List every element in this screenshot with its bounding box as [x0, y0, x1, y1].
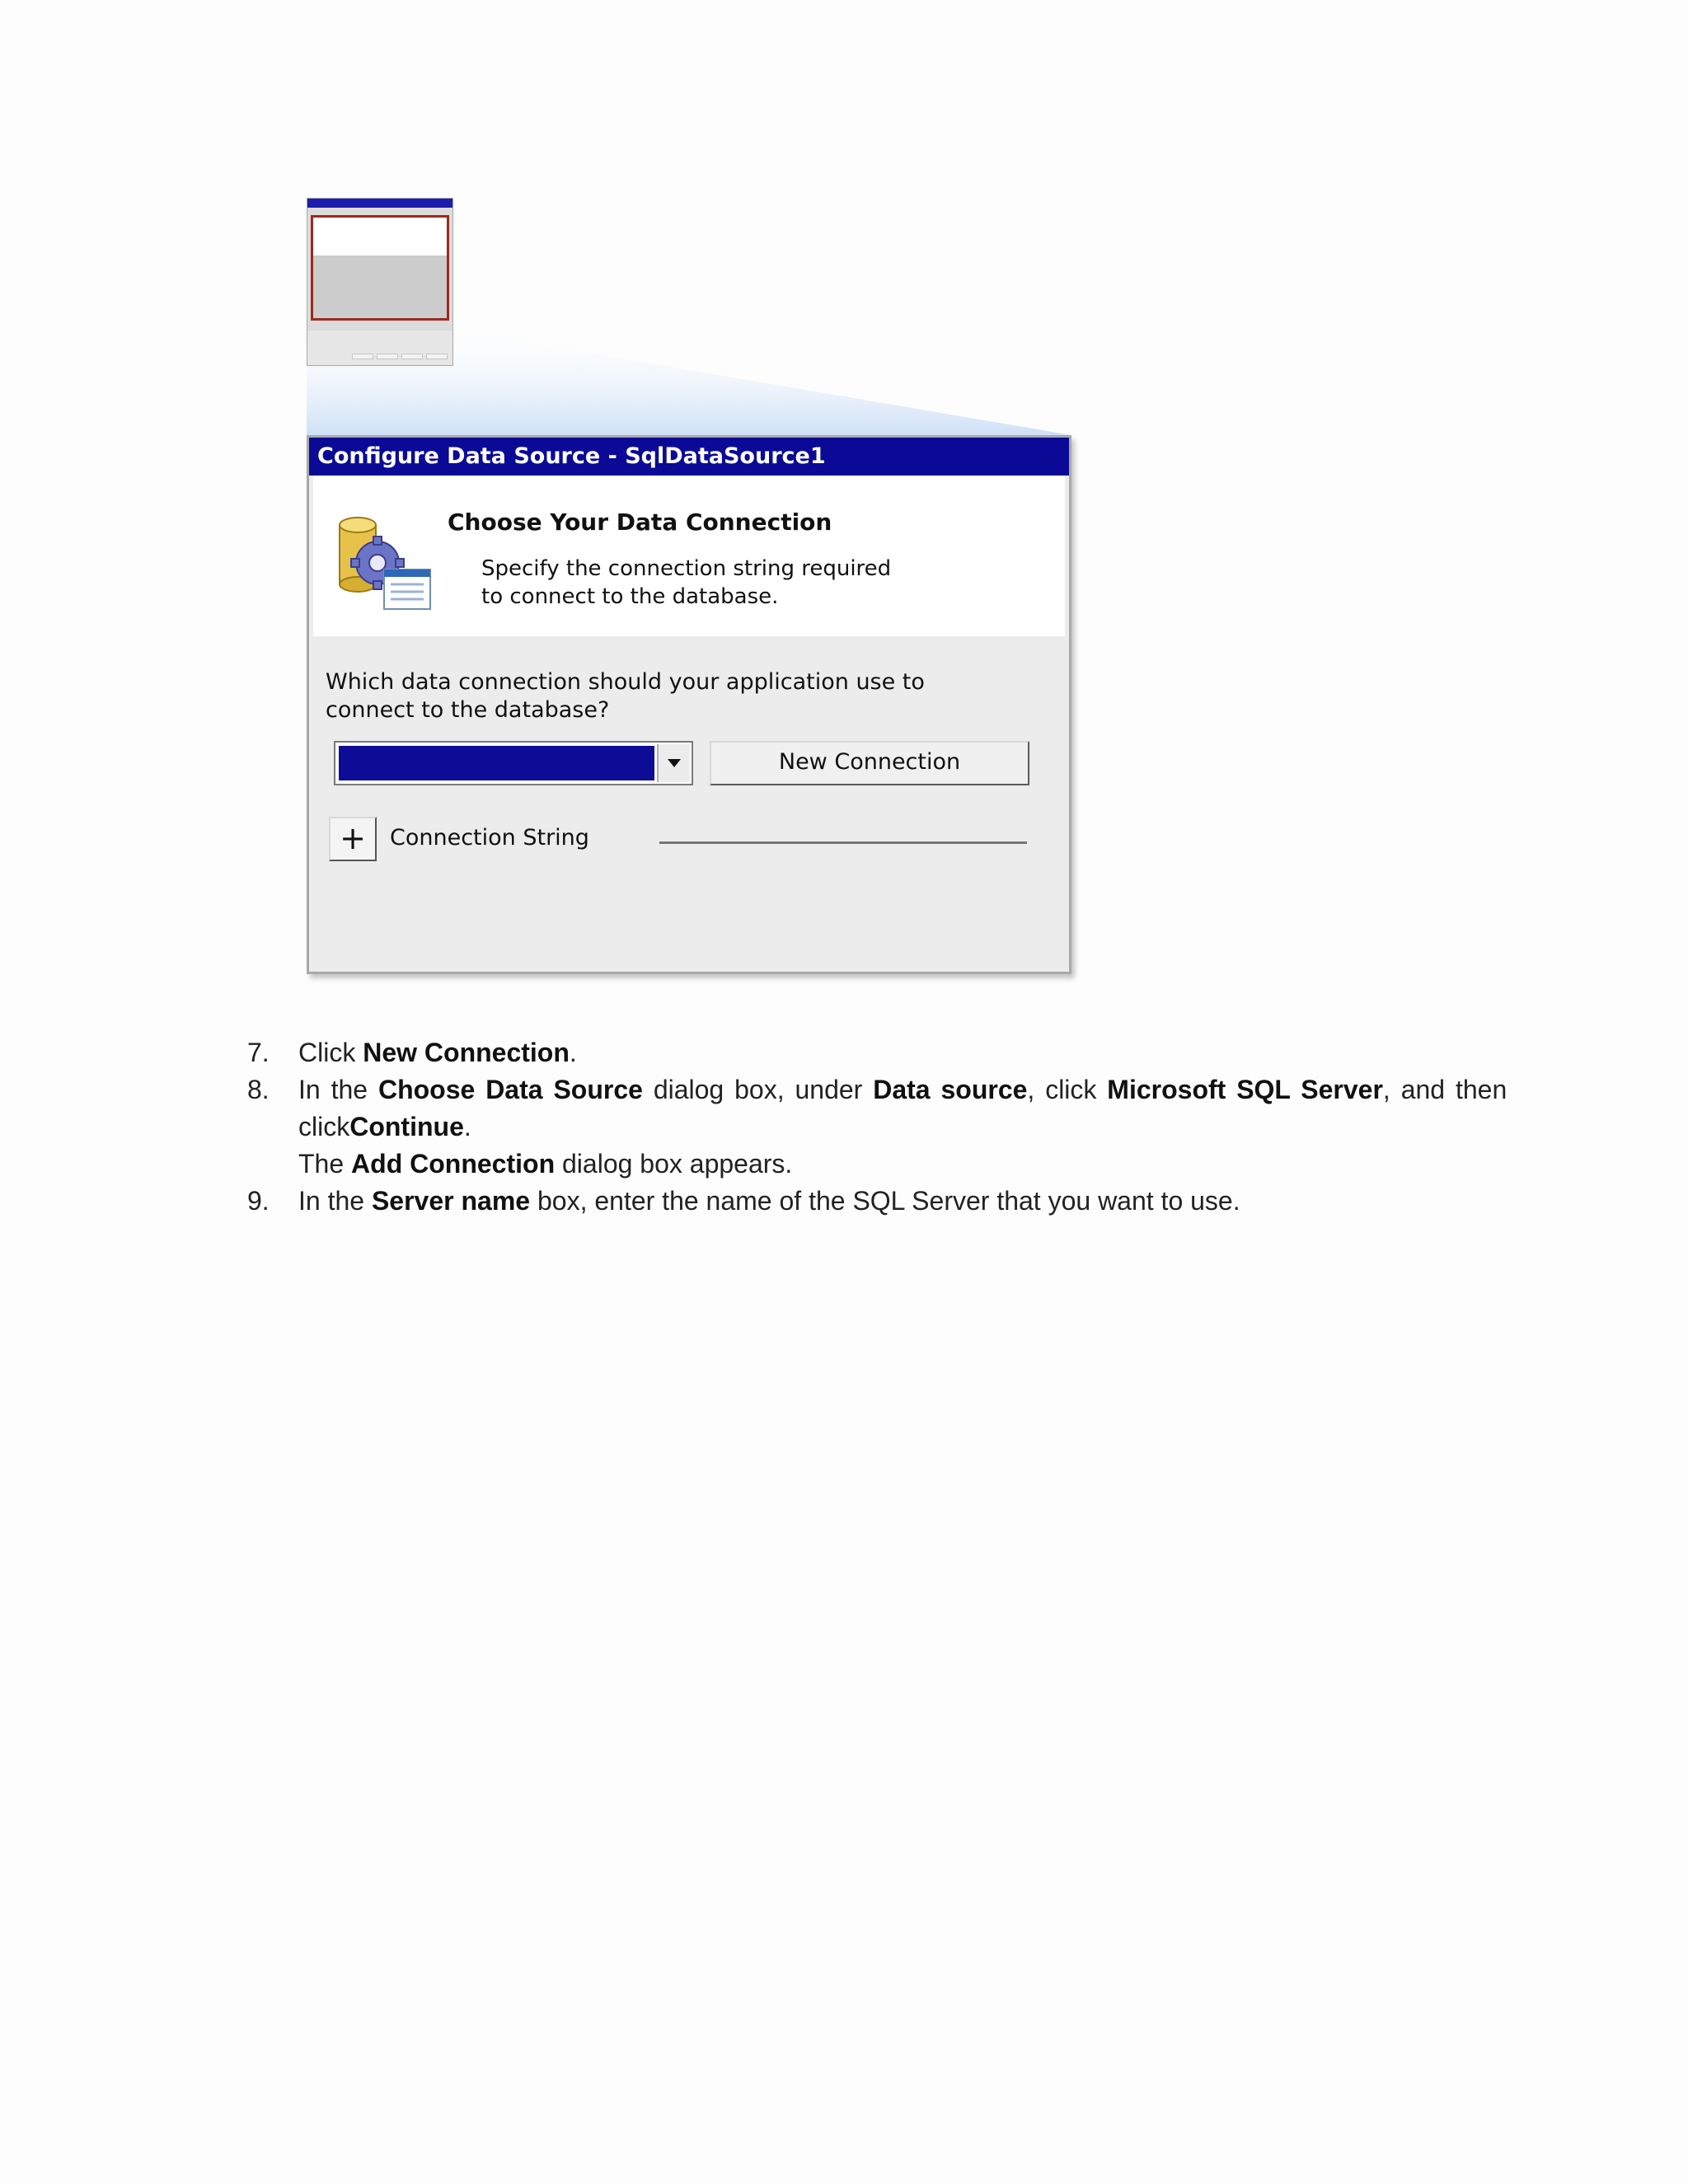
thumbnail-footer: [307, 330, 452, 365]
step-number: 9.: [247, 1186, 270, 1216]
dropdown-arrow-button[interactable]: [657, 744, 690, 782]
question-line: Which data connection should your application use to: [326, 669, 925, 695]
data-connection-dropdown[interactable]: [334, 741, 693, 785]
step-text-line: [298, 1112, 471, 1142]
step-text-line: [298, 1038, 577, 1068]
step-text-emphasis: Microsoft SQL Server: [1107, 1075, 1383, 1104]
step-text-emphasis: Continue: [349, 1112, 464, 1141]
step-text-line: [298, 1075, 1507, 1105]
dialog-thumbnail: [307, 198, 453, 366]
step-text: Click: [298, 1038, 363, 1067]
dialog-title: Configure Data Source - SqlDataSource1: [309, 438, 1069, 476]
new-connection-button[interactable]: New Connection: [710, 741, 1029, 785]
step-text: The: [298, 1149, 352, 1179]
step-text: In the: [298, 1186, 372, 1216]
step-text: dialog box, under: [642, 1075, 874, 1104]
database-config-icon: [336, 509, 435, 614]
step-text-line: [298, 1149, 792, 1179]
thumbnail-header-area: [313, 218, 447, 255]
header-title: Choose Your Data Connection: [448, 509, 832, 536]
step-text: box, enter the name of the SQL Server that you want to use.: [530, 1186, 1240, 1216]
step-text-line: [298, 1186, 1240, 1216]
step-number: 8.: [247, 1075, 270, 1104]
dialog-header: [313, 476, 1065, 636]
thumbnail-button: [377, 354, 398, 359]
step-text: , click: [1027, 1075, 1108, 1104]
question-line: connect to the database?: [326, 697, 610, 723]
header-description-line: Specify the connection string required: [481, 556, 892, 581]
step-text: .: [569, 1038, 577, 1067]
step-text-emphasis: Data source: [873, 1075, 1028, 1104]
step-text: In the: [298, 1075, 378, 1104]
connection-string-expander[interactable]: +: [329, 817, 377, 861]
dropdown-selection: [339, 746, 654, 780]
thumbnail-titlebar: [307, 199, 452, 208]
thumbnail-highlight-frame: [311, 215, 449, 321]
step-text-emphasis: New Connection: [363, 1038, 570, 1067]
header-description: [481, 555, 992, 611]
thumbnail-button: [352, 354, 373, 359]
connection-string-label: Connection String: [390, 825, 589, 851]
step-number: 7.: [247, 1038, 270, 1067]
thumbnail-button: [426, 354, 448, 359]
step-text: , and then: [1382, 1075, 1507, 1104]
step-text: click: [298, 1112, 350, 1141]
configure-data-source-dialog: [307, 435, 1071, 974]
step-text: dialog box appears.: [555, 1149, 793, 1179]
step-text-emphasis: Choose Data Source: [377, 1075, 643, 1104]
header-description-line: to connect to the database.: [481, 584, 779, 609]
connection-question: [326, 668, 1051, 724]
thumbnail-button: [401, 354, 423, 359]
step-text-emphasis: Server name: [371, 1186, 531, 1216]
step-text: .: [463, 1112, 471, 1141]
dropdown-arrow-icon: [667, 758, 682, 768]
connection-string-divider: [659, 841, 1027, 844]
step-text-emphasis: Add Connection: [351, 1149, 556, 1179]
